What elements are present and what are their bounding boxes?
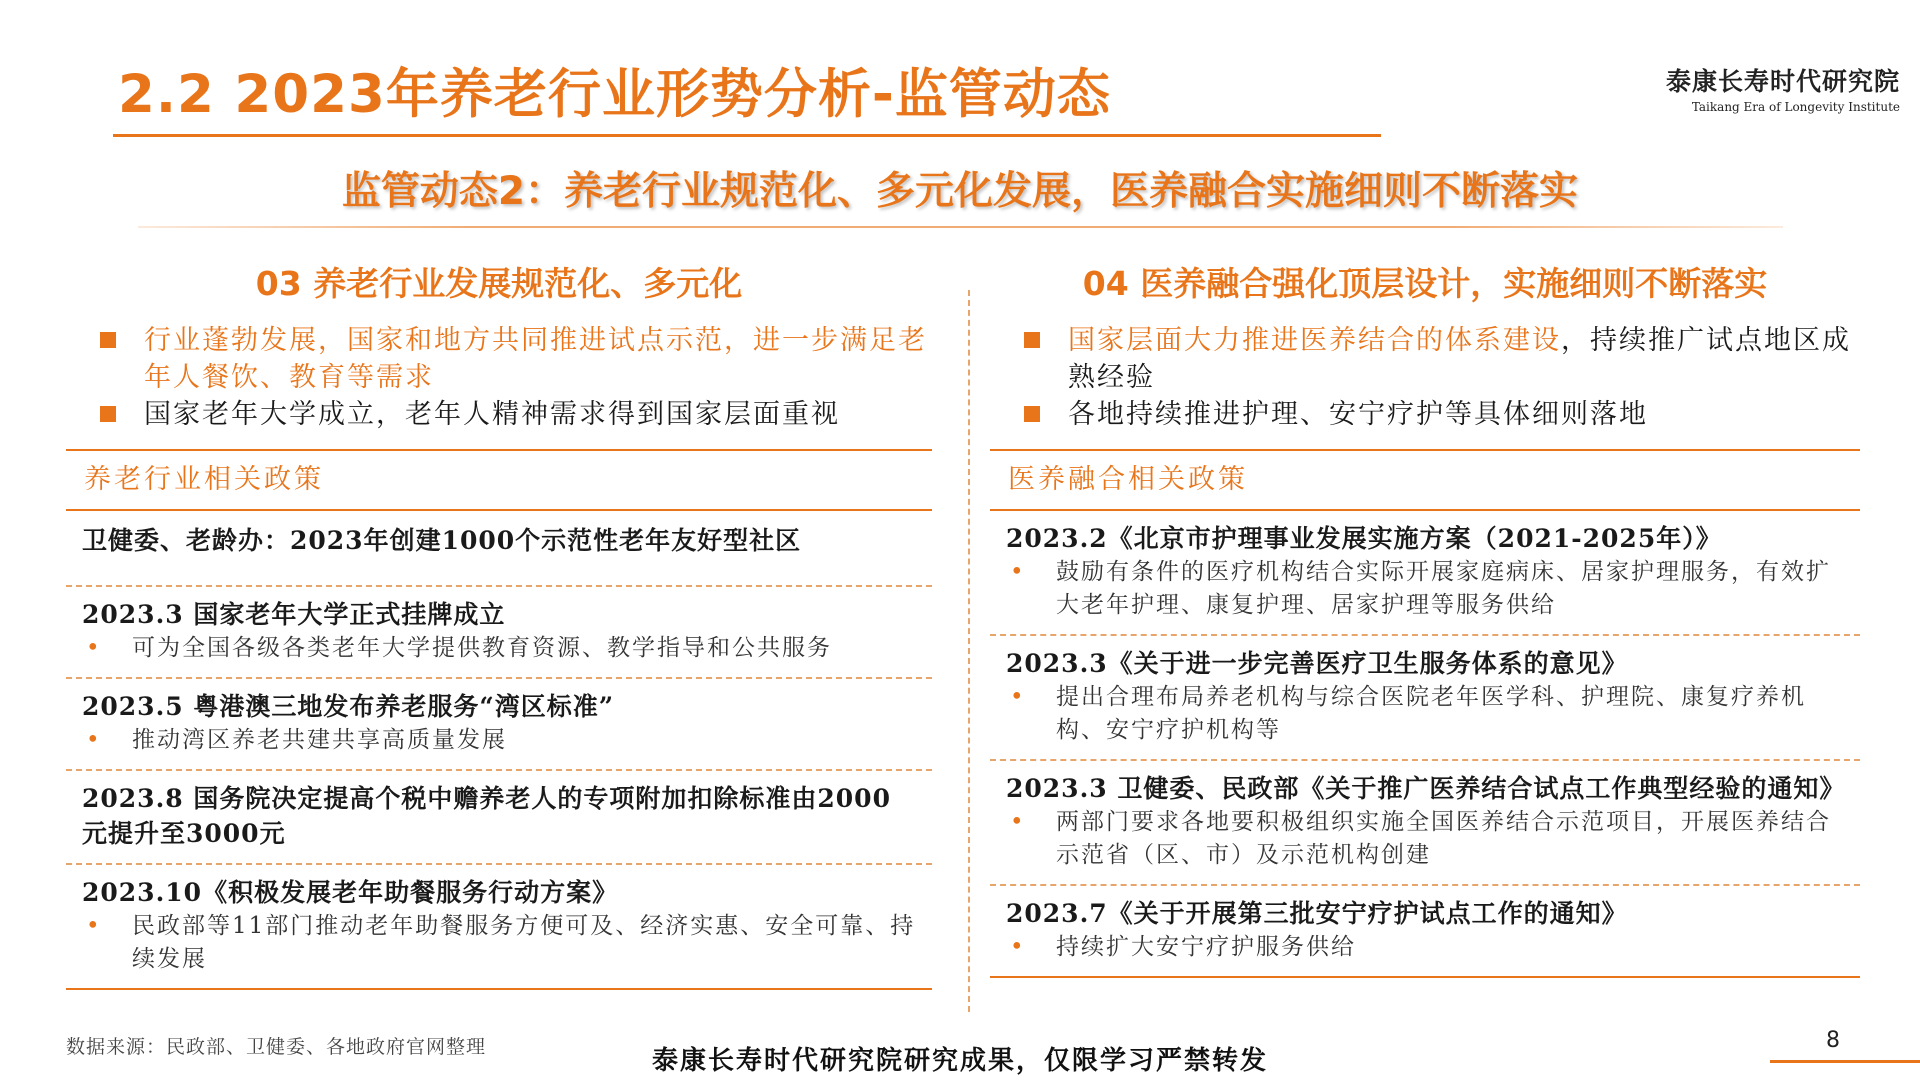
- copyright-note: 泰康长寿时代研究院研究成果，仅限学习严禁转发: [651, 1046, 1268, 1076]
- dot-bullet-icon: •: [86, 913, 102, 939]
- policy-heading: 2023.7《关于开展第三批安宁疗护试点工作的通知》: [1006, 899, 1628, 928]
- left-bullets: [66, 322, 932, 433]
- policy-heading: 2023.5 粤港澳三地发布养老服务“湾区标准”: [82, 692, 615, 721]
- policy-heading: 2023.8 国务院决定提高个税中赡养老人的专项附加扣除标准由2000元提升至3000元: [82, 784, 891, 848]
- policy-entry: [66, 865, 932, 990]
- title-underline: [113, 134, 1381, 137]
- square-bullet-icon: [100, 332, 116, 348]
- institute-logo: [1666, 62, 1900, 114]
- dot-bullet-icon: •: [1010, 559, 1026, 585]
- left-heading: 03 养老行业发展规范化、多元化: [255, 264, 743, 303]
- left-column: [66, 260, 932, 990]
- policy-heading: 2023.3《关于进一步完善医疗卫生服务体系的意见》: [1006, 649, 1628, 678]
- page-title: 2.2 2023年养老行业形势分析-监管动态: [118, 64, 1111, 125]
- policy-heading: 卫健委、老龄办：2023年创建1000个示范性老年友好型社区: [82, 526, 802, 555]
- policy-entry: [990, 636, 1860, 761]
- square-bullet-icon: [1024, 332, 1040, 348]
- logo-chinese: 泰康长寿时代研究院: [1665, 67, 1900, 96]
- data-source: 数据来源：民政部、卫健委、各地政府官网整理: [66, 1036, 487, 1058]
- policy-entry: [990, 761, 1860, 886]
- policy-heading: 2023.2《北京市护理事业发展实施方案（2021-2025年）》: [1006, 524, 1722, 553]
- policy-entry: [990, 886, 1860, 978]
- policy-heading: 2023.3 卫健委、民政部《关于推广医养结合试点工作典型经验的通知》: [1006, 774, 1846, 803]
- left-bullet-2: 国家老年大学成立，老年人精神需求得到国家层面重视: [66, 396, 932, 433]
- policy-heading: 2023.10《积极发展老年助餐服务行动方案》: [82, 878, 619, 907]
- policy-detail: • 提出合理布局养老机构与综合医院老年医学科、护理院、康复疗养机构、安宁疗护机构等: [1006, 681, 1844, 747]
- square-bullet-icon: [1024, 406, 1040, 422]
- right-bullet-1: 国家层面大力推进医养结合的体系建设，持续推广试点地区成熟经验: [990, 322, 1860, 396]
- policy-detail: • 民政部等11部门推动老年助餐服务方便可及、经济实惠、安全可靠、持续发展: [82, 910, 916, 976]
- right-bullets: [990, 322, 1860, 433]
- policy-detail: • 持续扩大安宁疗护服务供给: [1006, 931, 1844, 964]
- right-bullet-2: 各地持续推进护理、安宁疗护等具体细则落地: [990, 396, 1860, 433]
- policy-entry: [66, 587, 932, 679]
- policy-entry: [66, 511, 932, 587]
- policy-detail: • 鼓励有条件的医疗机构结合实际开展家庭病床、居家护理服务，有效扩大老年护理、康复护理、居家护理等服务供给: [1006, 556, 1844, 622]
- logo-english: Taikang Era of Longevity Institute: [1691, 100, 1900, 114]
- policy-detail: • 可为全国各级各类老年大学提供教育资源、教学指导和公共服务: [82, 632, 916, 665]
- dot-bullet-icon: •: [86, 727, 102, 753]
- page-number: 8: [1826, 1028, 1840, 1053]
- left-bullet-1: 行业蓬勃发展，国家和地方共同推进试点示范，进一步满足老年人餐饮、教育等需求: [66, 322, 932, 396]
- policy-entry: [990, 511, 1860, 636]
- policy-heading: 2023.3 国家老年大学正式挂牌成立: [82, 600, 506, 629]
- dot-bullet-icon: •: [1010, 809, 1026, 835]
- left-panel-title: 养老行业相关政策: [66, 449, 932, 511]
- dot-bullet-icon: •: [86, 635, 102, 661]
- column-divider: [968, 290, 970, 1012]
- policy-entry: [66, 771, 932, 865]
- policy-detail: • 推动湾区养老共建共享高质量发展: [82, 724, 916, 757]
- dot-bullet-icon: •: [1010, 684, 1026, 710]
- footer-accent-line: [1770, 1060, 1920, 1063]
- slide-subtitle: 监管动态2：养老行业规范化、多元化发展，医养融合实施细则不断落实: [341, 169, 1579, 214]
- square-bullet-icon: [100, 406, 116, 422]
- right-panel-title: 医养融合相关政策: [990, 449, 1860, 511]
- subtitle-underline: [138, 226, 1783, 228]
- dot-bullet-icon: •: [1010, 934, 1026, 960]
- right-column: [990, 260, 1860, 978]
- right-heading: 04 医养融合强化顶层设计，实施细则不断落实: [1082, 264, 1768, 303]
- policy-entry: [66, 679, 932, 771]
- policy-detail: • 两部门要求各地要积极组织实施全国医养结合示范项目，开展医养结合示范省（区、市）及示范机构创建: [1006, 806, 1844, 872]
